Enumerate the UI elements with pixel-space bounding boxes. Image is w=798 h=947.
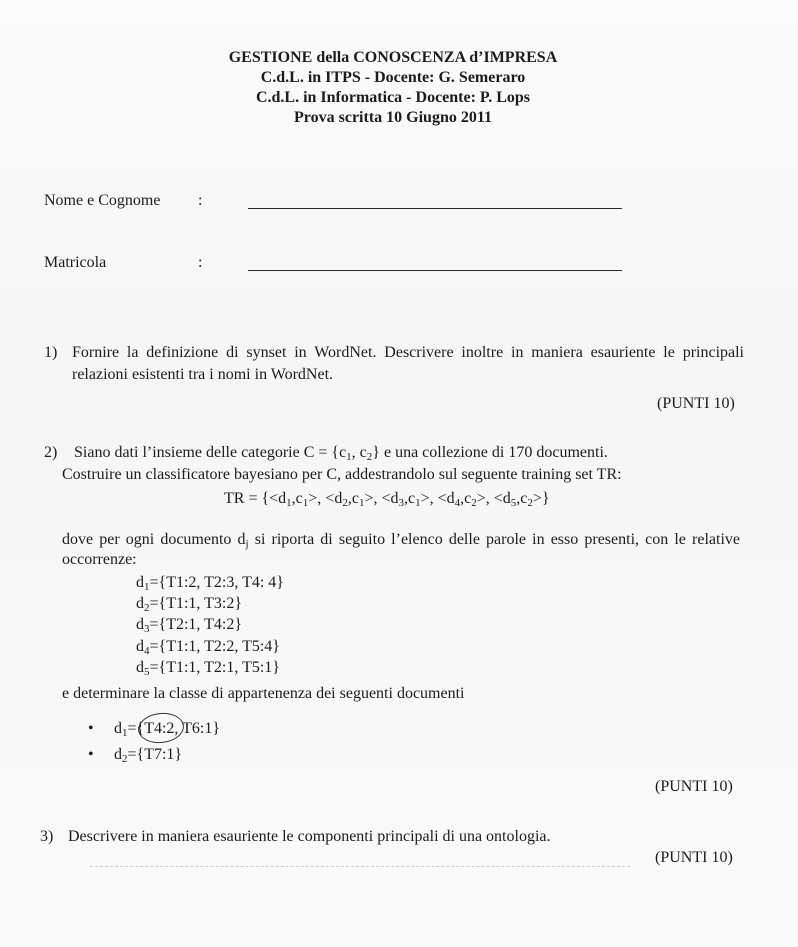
training-document: $d_2=\{T1:1$, T3:2} — [136, 595, 243, 615]
question-2-line-2: Costruire un classificatore bayesiano per C, addestrandolo sul seguente training set TR: — [62, 466, 622, 483]
name-colon: : — [198, 192, 203, 209]
matricola-blank-line[interactable] — [248, 270, 622, 271]
question-2-line-1: Siano dati l’insieme delle categorie $C = \{c_1$, $c_2$} e una collezione di 170 documenti. — [74, 444, 608, 463]
question-2-number: 2) — [44, 444, 58, 461]
bullet: • — [88, 720, 94, 737]
question-2 — [44, 442, 744, 486]
training-documents-list — [136, 572, 284, 678]
bullet: • — [88, 746, 94, 763]
course-itps-line: C.d.L. in ITPS - Docente: G. Semeraro — [260, 69, 526, 86]
exam-date: Prova scritta 10 Giugno 2011 — [294, 109, 492, 126]
test-document: • $d_1=\{T4:2$, T6:1} — [88, 716, 220, 742]
name-blank-line[interactable] — [248, 208, 622, 209]
handwritten-circle-mark — [137, 711, 186, 746]
exam-header — [0, 48, 798, 128]
course-title: GESTIONE della CONOSCENZA d’IMPRESA — [228, 49, 558, 66]
training-document: $d_1=\{T1:2$, T2:3, T4: 4} — [136, 574, 284, 593]
question-1-number: 1) — [44, 344, 58, 361]
training-document: $d_5=\{T1:1$, T2:1, T5:1} — [136, 658, 280, 678]
question-3 — [40, 826, 760, 848]
course-informatica-line: C.d.L. in Informatica - Docente: P. Lops — [255, 89, 531, 106]
test-documents-list — [88, 716, 220, 768]
training-document: $d_3=\{T2:1$, T4:2} — [136, 616, 243, 636]
question-1-points: (PUNTI 10) — [657, 395, 735, 412]
question-3-points: (PUNTI 10) — [655, 849, 733, 866]
question-2-description: dove per ogni documento $d_j$ si riporta di seguito l’elenco delle parole in esso presenti, con le relative occorrenze: — [62, 531, 740, 568]
name-label: Nome e Cognome — [44, 192, 161, 209]
training-set-formula: TR = {$<d_1,c_1>$, $<d_2,c_1>$, $<d_3,c_1>$, $<d_4,c_2>$, $<d_5,c_2>$} — [224, 490, 550, 509]
training-document: $d_4=\{T1:1$, T2:2, T5:4} — [136, 637, 280, 657]
question-1-text: Fornire la definizione di synset in WordNet. Descrivere inoltre in maniera esauriente le principali relazioni esistenti tra i nomi in WordNet. — [72, 344, 744, 383]
matricola-label: Matricola — [44, 254, 107, 271]
matricola-colon: : — [198, 254, 203, 271]
scan-artifact-line — [90, 866, 630, 867]
question-3-text: Descrivere in maniera esauriente le componenti principali di una ontologia. — [68, 828, 551, 845]
question-2-points: (PUNTI 10) — [655, 778, 733, 795]
question-3-number: 3) — [40, 828, 54, 845]
question-2-determine-text: e determinare la classe di appartenenza dei seguenti documenti — [62, 685, 465, 702]
question-1 — [44, 342, 744, 386]
test-document: • $d_2=\{T7:1\}$ — [88, 742, 220, 768]
